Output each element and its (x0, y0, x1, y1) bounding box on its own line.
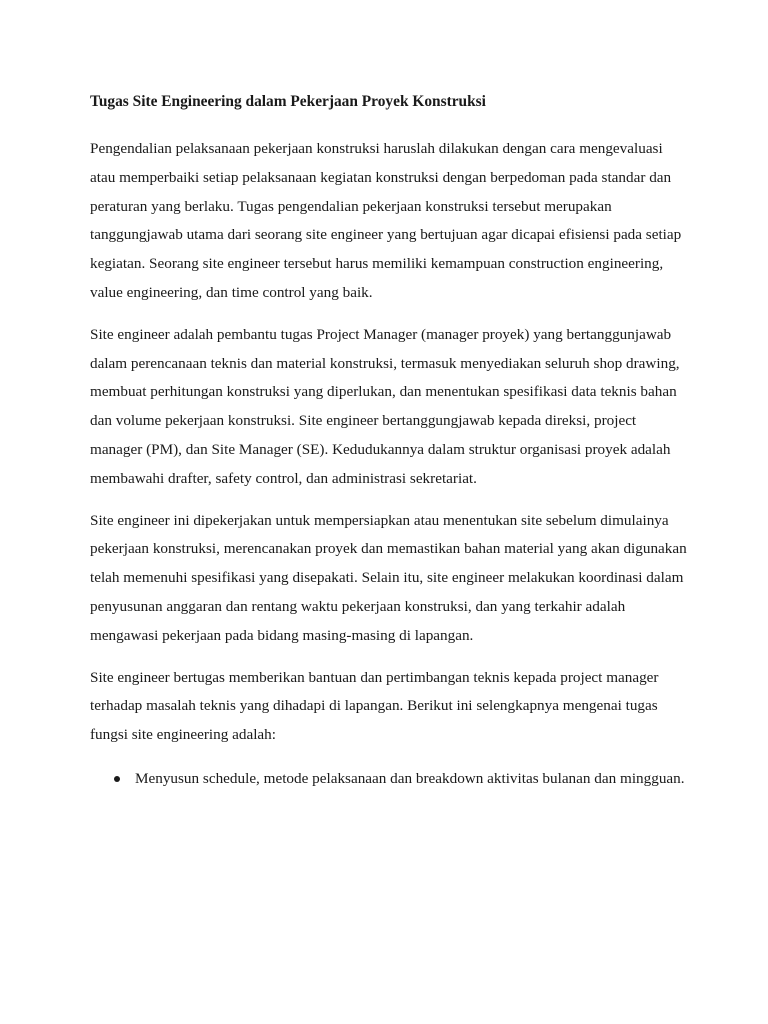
bullet-list (90, 765, 690, 794)
bullet-item-text: Menyusun schedule, metode pelaksanaan dan breakdown aktivitas bulanan dan mingguan. (135, 769, 685, 787)
document-title: Tugas Site Engineering dalam Pekerjaan Proyek Konstruksi (90, 93, 486, 110)
paragraph-1: Pengendalian pelaksanaan pekerjaan konstruksi haruslah dilakukan dengan cara mengevaluasi atau memperbaiki setiap pelaksanaan kegiatan konstruksi dengan berpedoman pada standar dan peraturan yang berlaku. Tugas pengendalian pekerjaan konstruksi tersebut merupakan tanggungjawab utama dari seorang site engineer yang bertujuan agar dicapai efisiensi pada setiap kegiatan. Seorang site engineer tersebut harus memiliki kemampuan construction engineering, value engineering, dan time control yang baik. (90, 140, 682, 301)
bullet-item (90, 765, 690, 794)
paragraph-2: Site engineer adalah pembantu tugas Project Manager (manager proyek) yang bertanggunjawab dalam perencanaan teknis dan material konstruksi, termasuk menyediakan seluruh shop drawing, membuat perhitungan konstruksi yang diperlukan, dan menentukan spesifikasi data teknis bahan dan volume pekerjaan konstruksi. Site engineer bertanggungjawab kepada direksi, project manager (PM), dan Site Manager (SE). Kedudukannya dalam struktur organisasi proyek adalah membawahi drafter, safety control, dan administrasi sekretariat. (90, 325, 680, 487)
document-body (90, 88, 690, 794)
paragraph-3: Site engineer ini dipekerjakan untuk mempersiapkan atau menentukan site sebelum dimulainya pekerjaan konstruksi, merencanakan proyek dan memastikan bahan material yang akan digunakan telah memenuhi spesifikasi yang disepakati. Selain itu, site engineer melakukan koordinasi dalam penyusunan anggaran dan rentang waktu pekerjaan konstruksi, dan yang terkahir adalah mengawasi pekerjaan pada bidang masing-masing di lapangan. (90, 511, 687, 644)
bullet-dot-icon (114, 776, 120, 782)
paragraph-4: Site engineer bertugas memberikan bantuan dan pertimbangan teknis kepada project manager terhadap masalah teknis yang dihadapi di lapangan. Berikut ini selengkapnya mengenai tugas fungsi site engineering adalah: (90, 668, 659, 744)
